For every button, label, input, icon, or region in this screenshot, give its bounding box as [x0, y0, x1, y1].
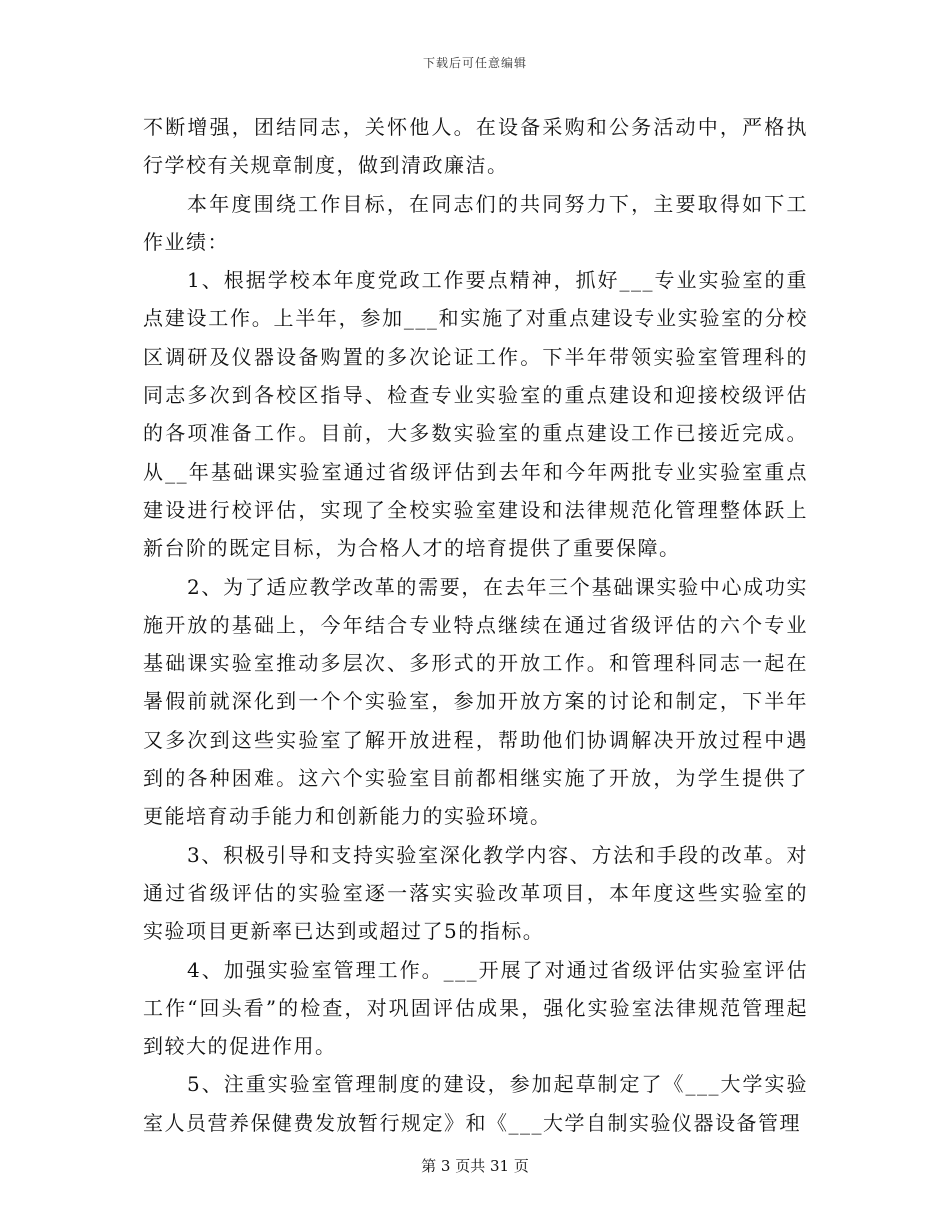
paragraph-item-5: 5、注重实验室管理制度的建设，参加起草制定了《___大学实验室人员营养保健费发放暂行规定》和《___大学自制实验仪器设备管理	[143, 1072, 808, 1135]
paragraph-item-4: 4、加强实验室管理工作。___开展了对通过省级评估实验室评估工作“回头看”的检查，对巩固评估成果，强化实验室法律规范管理起到较大的促进作用。	[143, 957, 808, 1059]
paragraph-item-3: 3、积极引导和支持实验室深化教学内容、方法和手段的改革。对通过省级评估的实验室逐一落实实验改革项目，本年度这些实验室的实验项目更新率已达到或超过了5的指标。	[143, 842, 808, 944]
paragraph-continuation: 不断增强，团结同志，关怀他人。在设备采购和公务活动中，严格执行学校有关规章制度，做到清政廉洁。	[143, 115, 808, 178]
document-body	[143, 108, 808, 1142]
paragraph-item-2: 2、为了适应教学改革的需要，在去年三个基础课实验中心成功实施开放的基础上，今年结合专业特点继续在通过省级评估的六个专业基础课实验室推动多层次、多形式的开放工作。和管理科同志一起在暑假前就深化到一个个实验室，参加开放方案的讨论和制定，下半年又多次到这些实验室了解开放进程，帮助他们协调解决开放过程中遇到的各种困难。这六个实验室目前都相继实施了开放，为学生提供了更能培育动手能力和创新能力的实验环境。	[143, 574, 808, 829]
paragraph-intro: 本年度围绕工作目标，在同志们的共同努力下，主要取得如下工作业绩：	[143, 191, 808, 254]
paragraph-item-1: 1、根据学校本年度党政工作要点精神，抓好___专业实验室的重点建设工作。上半年，参加___和实施了对重点建设专业实验室的分校区调研及仪器设备购置的多次论证工作。下半年带领实验室管理科的同志多次到各校区指导、检查专业实验室的重点建设和迎接校级评估的各项准备工作。目前，大多数实验室的重点建设工作已接近完成。从__年基础课实验室通过省级评估到去年和今年两批专业实验室重点建设进行校评估，实现了全校实验室建设和法律规范化管理整体跃上新台阶的既定目标，为合格人才的培育提供了重要保障。	[143, 268, 808, 561]
page-header-note: 下载后可任意编辑	[422, 56, 527, 70]
page-number: 第 3 页共 31 页	[421, 1157, 529, 1175]
